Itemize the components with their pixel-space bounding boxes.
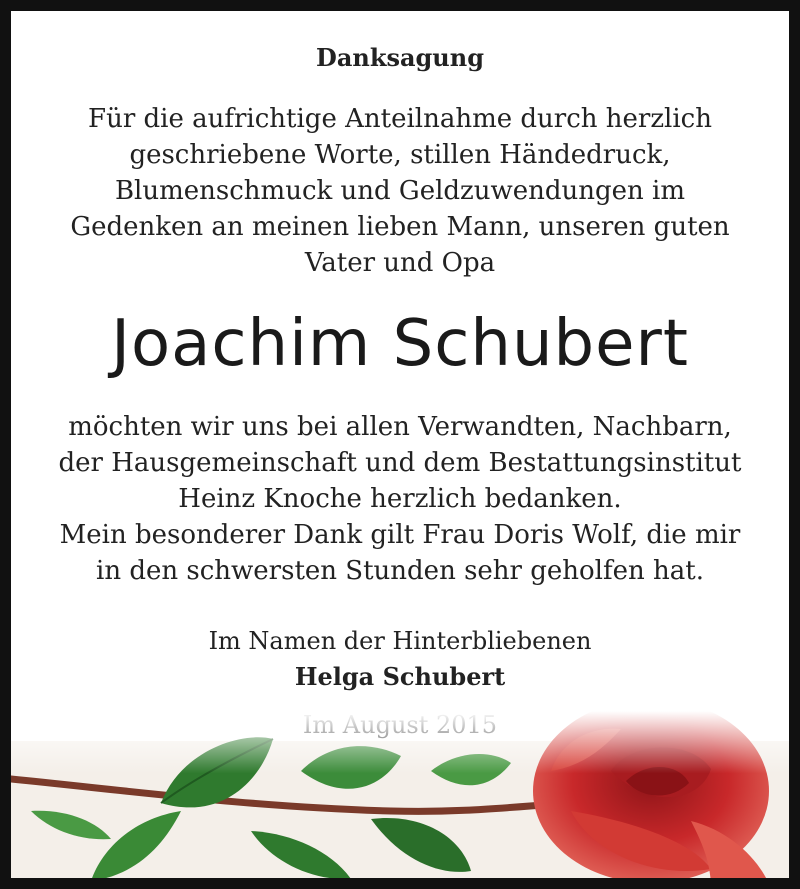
signer-name: Helga Schubert	[294, 662, 506, 691]
intro-line: Gedenken an meinen lieben Mann, unseren guten	[70, 212, 730, 242]
intro-text	[11, 101, 789, 281]
intro-line: Vater und Opa	[304, 248, 496, 278]
intro-line: Blumenschmuck und Geldzuwendungen im	[114, 176, 686, 206]
body-text	[11, 409, 789, 589]
red-rose-with-stem-icon	[11, 711, 789, 889]
body-line: möchten wir uns bei allen Verwandten, Nachbarn,	[68, 412, 732, 442]
signoff	[11, 623, 789, 695]
deceased-name: Joachim Schubert	[111, 307, 689, 381]
intro-line: geschriebene Worte, stillen Händedruck,	[129, 140, 671, 170]
body-line: der Hausgemeinschaft und dem Bestattungsinstitut	[58, 448, 742, 478]
body-line: Mein besonderer Dank gilt Frau Doris Wolf, die mir	[59, 520, 741, 550]
body-line: Heinz Knoche herzlich bedanken.	[178, 484, 622, 514]
heading: Danksagung	[316, 43, 484, 72]
intro-line: Für die aufrichtige Anteilnahme durch herzlich	[88, 104, 712, 134]
signoff-phrase: Im Namen der Hinterbliebenen	[208, 627, 592, 655]
body-line: in den schwersten Stunden sehr geholfen hat.	[96, 556, 704, 586]
